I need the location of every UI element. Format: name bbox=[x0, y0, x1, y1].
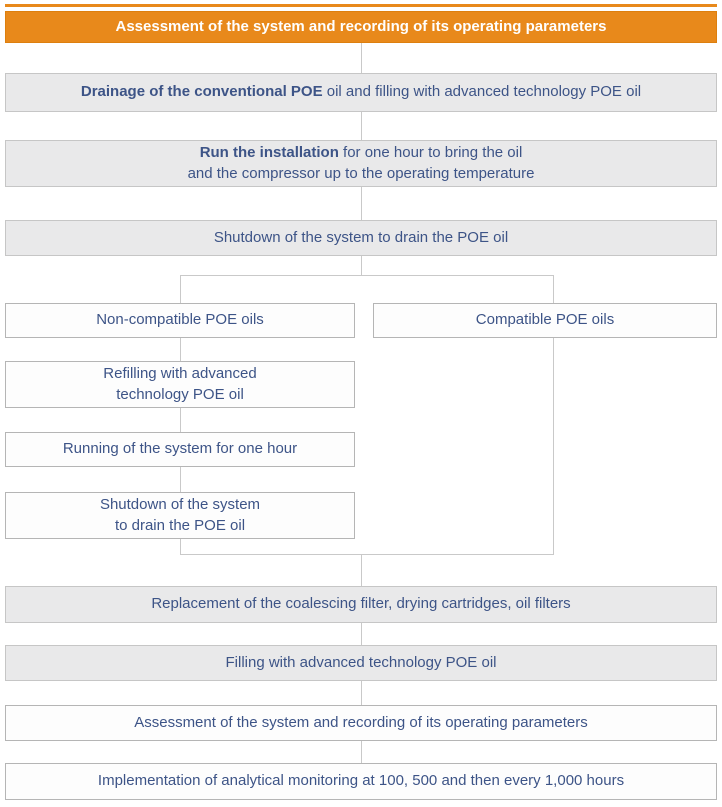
step-drainage-label bbox=[81, 82, 641, 102]
step-assessment-initial-label: Assessment of the system and recording of its operating parameters bbox=[115, 17, 607, 35]
branch-compatible-oils-label: Compatible POE oils bbox=[475, 311, 615, 329]
step-drainage bbox=[5, 73, 717, 112]
connector-run-to-shutdown bbox=[361, 187, 362, 220]
connector-compatible-to-merge bbox=[553, 338, 554, 555]
step-running-one-hour-label: Running of the system for one hour bbox=[62, 440, 298, 458]
top-orange-rule bbox=[5, 4, 717, 7]
connector-shutdown2-to-merge bbox=[180, 539, 181, 555]
step-replacement-filters-label: Replacement of the coalescing filter, drying cartridges, oil filters bbox=[151, 595, 571, 613]
branch-right-drop-line bbox=[553, 275, 554, 303]
branch-noncompatible-oils-label: Non-compatible POE oils bbox=[96, 311, 264, 329]
step-shutdown-branch bbox=[5, 492, 355, 539]
step-drainage-label-bold: Drainage of the conventional POE bbox=[80, 83, 323, 101]
connector-refilling-to-running bbox=[180, 408, 181, 432]
step-filling-label: Filling with advanced technology POE oil bbox=[225, 653, 497, 671]
branch-compatible-oils bbox=[373, 303, 717, 338]
step-drainage-label-rest: oil and filling with advanced technology POE oil bbox=[322, 83, 642, 101]
step-assessment-initial bbox=[5, 11, 717, 43]
step-running-one-hour bbox=[5, 432, 355, 467]
step-analytical-monitoring bbox=[5, 763, 717, 800]
step-run-installation-line1 bbox=[200, 143, 523, 163]
connector-replacement-to-filling bbox=[361, 623, 362, 645]
connector-assessment-to-monitoring bbox=[361, 741, 362, 763]
step-refilling bbox=[5, 361, 355, 408]
connector-filling-to-assessment bbox=[361, 681, 362, 705]
branch-left-drop-line bbox=[180, 275, 181, 303]
connector-header-to-drainage bbox=[361, 43, 362, 73]
step-shutdown-branch-line1: Shutdown of the system bbox=[99, 496, 261, 514]
step-shutdown-main bbox=[5, 220, 717, 256]
step-run-installation-line2: and the compressor up to the operating temperature bbox=[187, 164, 535, 182]
step-refilling-line1: Refilling with advanced bbox=[103, 365, 257, 383]
connector-drainage-to-run bbox=[361, 112, 362, 140]
connector-noncompatible-to-refilling bbox=[180, 338, 181, 361]
step-assessment-final-label: Assessment of the system and recording of its operating parameters bbox=[134, 713, 588, 731]
step-replacement-filters bbox=[5, 586, 717, 623]
step-filling bbox=[5, 645, 717, 681]
connector-merge-to-replacement bbox=[361, 554, 362, 586]
connector-running-to-shutdown2 bbox=[180, 467, 181, 492]
step-run-installation bbox=[5, 140, 717, 187]
step-assessment-final bbox=[5, 705, 717, 741]
step-refilling-line2: technology POE oil bbox=[116, 385, 244, 403]
branch-split-horizontal-line bbox=[180, 275, 554, 276]
branch-merge-horizontal-line bbox=[180, 554, 554, 555]
step-shutdown-branch-line2: to drain the POE oil bbox=[114, 516, 246, 534]
step-run-installation-line1-bold: Run the installation bbox=[199, 144, 339, 162]
step-run-installation-line1-rest: for one hour to bring the oil bbox=[338, 144, 523, 162]
branch-noncompatible-oils bbox=[5, 303, 355, 338]
connector-shutdown-to-branch bbox=[361, 256, 362, 275]
step-analytical-monitoring-label: Implementation of analytical monitoring at 100, 500 and then every 1,000 hours bbox=[97, 772, 625, 790]
step-shutdown-main-label: Shutdown of the system to drain the POE oil bbox=[213, 228, 509, 246]
